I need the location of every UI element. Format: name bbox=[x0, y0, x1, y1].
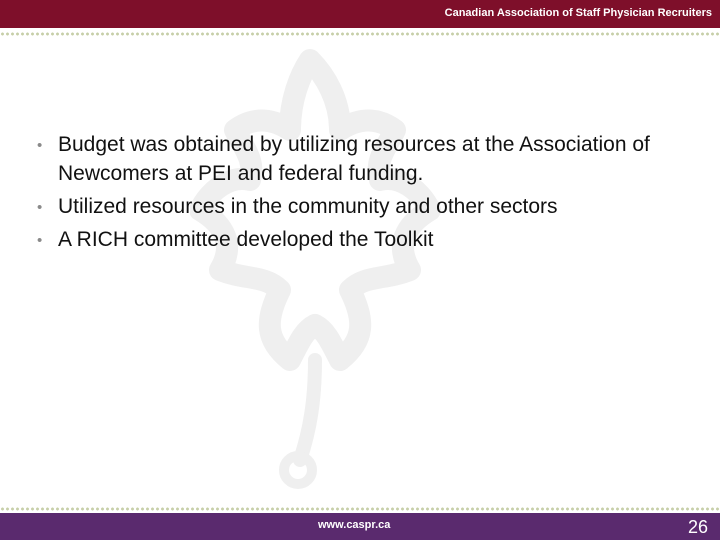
bullet-text: A RICH committee developed the Toolkit bbox=[58, 228, 434, 251]
organization-name: Canadian Association of Staff Physician Recruiters bbox=[444, 7, 712, 19]
bullet-text: Utilized resources in the community and other sectors bbox=[58, 195, 558, 218]
bullet-item bbox=[0, 192, 720, 221]
bullet-dot-icon: • bbox=[37, 137, 43, 154]
bullet-item bbox=[0, 225, 720, 254]
bullet-text: Budget was obtained by utilizing resources at the Association of Newcomers at PEI and federal funding. bbox=[58, 133, 650, 185]
bullet-dot-icon: • bbox=[37, 232, 43, 249]
page-number: 26 bbox=[687, 517, 708, 537]
bullet-list bbox=[0, 130, 720, 258]
bottom-dotted-divider bbox=[0, 507, 720, 511]
bullet-item bbox=[0, 130, 720, 188]
bullet-dot-icon: • bbox=[37, 199, 43, 216]
top-dotted-divider bbox=[0, 32, 720, 36]
maple-leaf-watermark-icon bbox=[190, 40, 450, 500]
website-url[interactable]: www.caspr.ca bbox=[318, 519, 391, 531]
